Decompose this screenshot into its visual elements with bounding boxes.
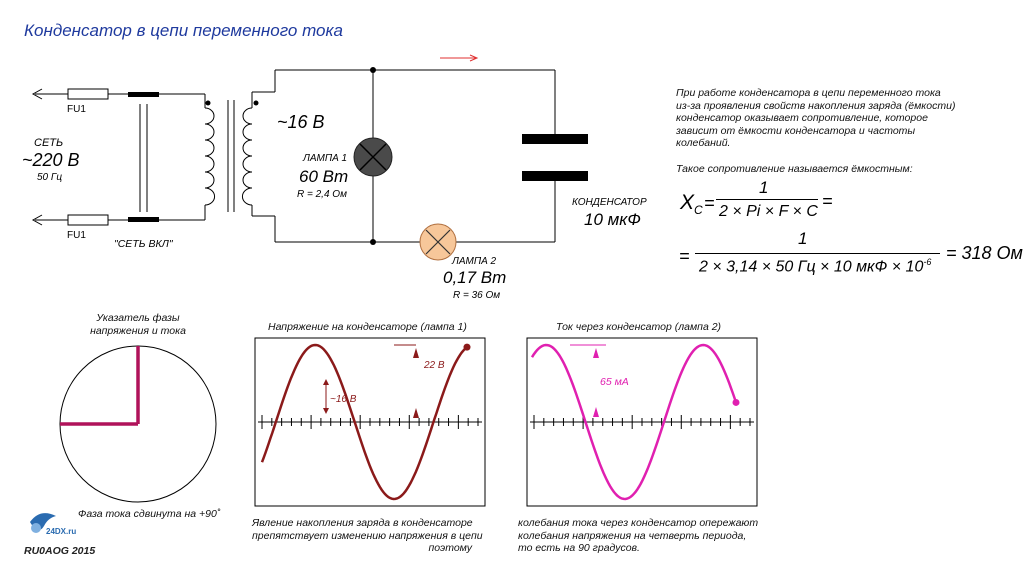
fuse2-label: FU1 [67, 230, 86, 241]
scope2-display [527, 338, 757, 506]
fraction-bar-2 [695, 253, 940, 254]
scope2-amplitude: 65 мА [600, 376, 629, 388]
logo-text[interactable]: 24DX.ru [46, 527, 77, 536]
lamp1-name: ЛАМПА 1 [303, 153, 348, 164]
scope1-caption [252, 517, 483, 555]
page-title: Конденсатор в цепи переменного тока [24, 21, 343, 40]
lamp2-resistance: R = 36 Ом [453, 290, 501, 301]
formula-eq1: = [704, 193, 715, 213]
formula-num1: 1 [759, 178, 769, 197]
scope1-caption-line: поэтому [428, 542, 472, 554]
author-label: RU0AOG 2015 [24, 545, 96, 557]
scope2-caption-line: колебания тока через конденсатор опережают [518, 517, 759, 529]
lamp1-resistance: R = 2,4 Ом [297, 189, 347, 200]
formula-den2-text: 2 × 3,14 × 50 Гц × 10 мкФ × 10 [699, 258, 924, 276]
phasor-title [70, 312, 206, 337]
scope1-caption-line: Явление накопления заряда в конденсаторе [252, 517, 473, 529]
capacitor-value: 10 мкФ [584, 210, 641, 229]
formula-den2 [699, 257, 931, 276]
phasor-title-line: Указатель фазы [96, 312, 180, 324]
explanation-line: колебаний. [676, 137, 731, 149]
formula-x: X [680, 191, 695, 214]
explanation-line: При работе конденсатора в цепи переменного тока [676, 87, 941, 99]
fuse1-label: FU1 [67, 104, 86, 115]
lamp2-icon [420, 224, 456, 260]
formula-den1: 2 × Pi × F × C [719, 203, 818, 220]
capacitor-name: КОНДЕНСАТОР [572, 197, 647, 208]
formula-lhs [680, 191, 703, 217]
explanation-line: зависит от ёмкости конденсатора и частоты [676, 124, 916, 137]
scope2-caption-line: то есть на 90 градусов. [518, 542, 640, 554]
phasor-caption: Фаза тока сдвинута на +90˚ [78, 508, 221, 520]
phasor-title-line: напряжения и тока [90, 324, 186, 337]
phasor-diagram [60, 346, 216, 502]
formula-sub: C [694, 203, 703, 218]
current-arrow-icon [440, 55, 477, 61]
mains-label: СЕТЬ [34, 137, 64, 149]
formula-eq3: = [679, 246, 690, 266]
capacitive-text: Такое сопротивление называется ёмкостным: [676, 163, 913, 175]
scope1-rms: ~16 В [330, 394, 357, 405]
capacitor-icon [522, 134, 588, 181]
fuse-bottom [68, 215, 108, 225]
formula-eq2: = [822, 191, 833, 211]
formula-result: = 318 Ом [946, 243, 1023, 263]
scope2-caption-line: колебания напряжения на четверть периода, [518, 529, 747, 542]
scope2-title: Ток через конденсатор (лампа 2) [556, 321, 722, 333]
scope2-caption [518, 517, 758, 555]
mains-frequency: 50 Гц [37, 172, 63, 183]
secondary-voltage: ~16 В [277, 112, 325, 132]
fraction-bar-1 [716, 199, 818, 200]
explanation-line: конденсатор оказывает сопротивление, которое [676, 112, 928, 124]
lamp2-power: 0,17 Вт [443, 268, 507, 287]
scope1-title: Напряжение на конденсаторе (лампа 1) [268, 321, 467, 333]
switch-label: "СЕТЬ ВКЛ" [114, 238, 173, 250]
lamp2-name: ЛАМПА 2 [452, 256, 497, 267]
formula-den2-exp: -6 [923, 257, 932, 267]
lamp1-power: 60 Вт [299, 167, 349, 186]
explanation-text [676, 87, 955, 150]
scope1-amplitude: 22 В [424, 360, 445, 371]
fuse-top [68, 89, 108, 99]
scope1-display [255, 338, 485, 506]
mains-voltage: ~220 В [22, 150, 80, 170]
scope1-caption-line: препятствует изменению напряжения в цепи [252, 529, 483, 542]
formula-num2: 1 [798, 229, 808, 248]
lamp1-icon [354, 138, 392, 176]
explanation-line: из-за проявления свойств накопления заряда (ёмкости) [676, 99, 956, 112]
